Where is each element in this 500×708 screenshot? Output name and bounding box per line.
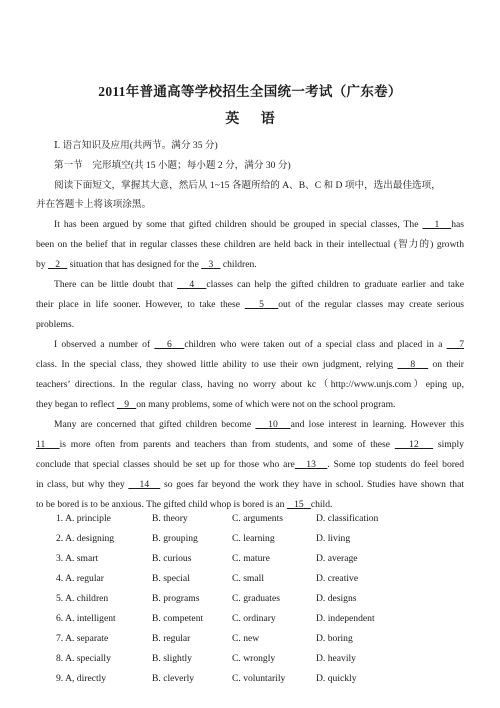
passage-line: their place in life sooner. However, to take these 5 out of the regular classes may create serious — [36, 299, 465, 310]
passage-line: Many are concerned that gifted children become 10 and lose interest in learning. However this — [54, 419, 464, 430]
option-a[interactable]: 1. A. principle — [56, 513, 111, 524]
option-d[interactable]: D. designs — [316, 593, 357, 604]
option-row — [56, 572, 456, 586]
option-a[interactable]: 6. A. intelligent — [56, 613, 116, 624]
blank-3: 3 — [208, 259, 214, 270]
option-a[interactable]: 3. A. smart — [56, 553, 99, 564]
passage-line: 11 is more often from parents and teachers than from students, and some of these 12 simply — [36, 439, 464, 450]
option-b[interactable]: B. programs — [152, 593, 200, 604]
blank-8: 8 — [410, 359, 416, 370]
option-c[interactable]: C. ordinary — [232, 613, 276, 624]
blank-15: 15 — [294, 499, 304, 510]
section-heading: 第一节 完形填空(共 15 小题；每小题 2 分，满分 30 分) — [54, 160, 291, 171]
passage-line: conclude that special classes should be set up for those who are 13 . Some top students do feel bored — [36, 459, 464, 470]
blank-5: 5 — [259, 299, 264, 310]
option-b[interactable]: B. curious — [152, 553, 192, 564]
option-row — [56, 612, 456, 626]
blank-9: 9 — [124, 399, 129, 410]
exam-title: 2011年普通高等学校招生全国统一考试（广东卷） — [98, 84, 402, 99]
blank-4: 4 — [189, 279, 195, 290]
passage-line: It has been argued by some that gifted children should be grouped in special classes, The 1 has — [54, 219, 465, 230]
option-d[interactable]: D. classification — [316, 513, 379, 524]
option-b[interactable]: B. theory — [152, 513, 188, 524]
option-a[interactable]: 5. A. children — [56, 593, 109, 604]
option-row — [56, 672, 456, 686]
instructions-line-1: 阅读下面短文，掌握其大意，然后从 1~15 各题所给的 A、B、C 和 D 项中，选出最佳选项， — [54, 180, 441, 191]
option-a[interactable]: 4. A. regular — [56, 573, 104, 584]
passage-line: they began to reflect 9 on many problems, some of which were not on the school program. — [36, 399, 396, 410]
option-b[interactable]: B. regular — [152, 633, 191, 644]
option-c[interactable]: C. mature — [232, 553, 270, 564]
blank-10: 10 — [268, 419, 278, 430]
option-c[interactable]: C. learning — [232, 533, 275, 544]
passage-line: been on the belief that in regular classes these children are held back in their intellectual (智力的) growth — [36, 239, 464, 250]
blank-12: 12 — [409, 439, 419, 450]
option-d[interactable]: D. creative — [316, 573, 359, 584]
passage-line: I observed a number of 6 children who were taken out of a special class and placed in a 7 — [54, 339, 464, 350]
option-d[interactable]: D. boring — [316, 633, 353, 644]
blank-11: 11 — [36, 439, 46, 450]
option-d[interactable]: D. average — [316, 553, 358, 564]
option-d[interactable]: D. living — [316, 533, 351, 544]
option-row — [56, 592, 456, 606]
option-b[interactable]: B. slightly — [152, 653, 192, 664]
option-c[interactable]: C. small — [232, 573, 264, 584]
blank-6: 6 — [166, 339, 172, 350]
option-d[interactable]: D. independent — [316, 613, 375, 624]
blank-7: 7 — [459, 339, 464, 350]
option-b[interactable]: B. grouping — [152, 533, 198, 544]
passage-line: teachers’ directions. In the regular class, having no worry about kc（http://www.unjs.com）eping up, — [36, 379, 464, 390]
option-a[interactable]: 8. A. specially — [56, 653, 111, 664]
option-b[interactable]: B. cleverly — [152, 673, 195, 684]
option-c[interactable]: C. new — [232, 633, 260, 644]
passage-line: problems. — [36, 319, 75, 330]
option-row — [56, 532, 456, 546]
blank-1: 1 — [434, 219, 440, 230]
option-b[interactable]: B. special — [152, 573, 190, 584]
option-c[interactable]: C. voluntarily — [232, 673, 286, 684]
passage-line: by 2 situation that has designed for the 3 children. — [36, 259, 257, 270]
option-d[interactable]: D. quickly — [316, 673, 357, 684]
option-row — [56, 652, 456, 666]
option-b[interactable]: B. competent — [152, 613, 204, 624]
option-c[interactable]: C. arguments — [232, 513, 283, 524]
blank-2: 2 — [55, 259, 60, 270]
passage-line: There can be little doubt that 4 classes can help the gifted children to graduate earlier and take — [54, 279, 464, 290]
option-a[interactable]: 9. A, directly — [56, 673, 107, 684]
part-heading: Ⅰ. 语言知识及应用(共两节。满分 35 分) — [54, 140, 218, 151]
instructions-line-2: 并在答题卡上将该项涂黑。 — [36, 199, 152, 210]
option-row — [56, 512, 456, 526]
option-c[interactable]: C. wrongly — [232, 653, 276, 664]
passage-line: in class, but why they 14 so goes far beyond the work they have in school. Studies have shown that — [36, 479, 464, 490]
passage-line: class. In the special class, they showed little ability to use their own judgment, relying 8 on their — [36, 359, 464, 370]
option-a[interactable]: 7. A. separate — [56, 633, 109, 644]
blank-13: 13 — [306, 459, 316, 470]
option-row — [56, 552, 456, 566]
option-d[interactable]: D. heavily — [316, 653, 356, 664]
passage-line: to be bored is to be anxious. The gifted child whop is bored is an 15 child. — [36, 499, 333, 510]
subject-heading: 英 语 — [225, 112, 275, 127]
blank-14: 14 — [139, 479, 150, 490]
option-a[interactable]: 2. A. designing — [56, 533, 115, 544]
option-c[interactable]: C. graduates — [232, 593, 280, 604]
option-row — [56, 632, 456, 646]
